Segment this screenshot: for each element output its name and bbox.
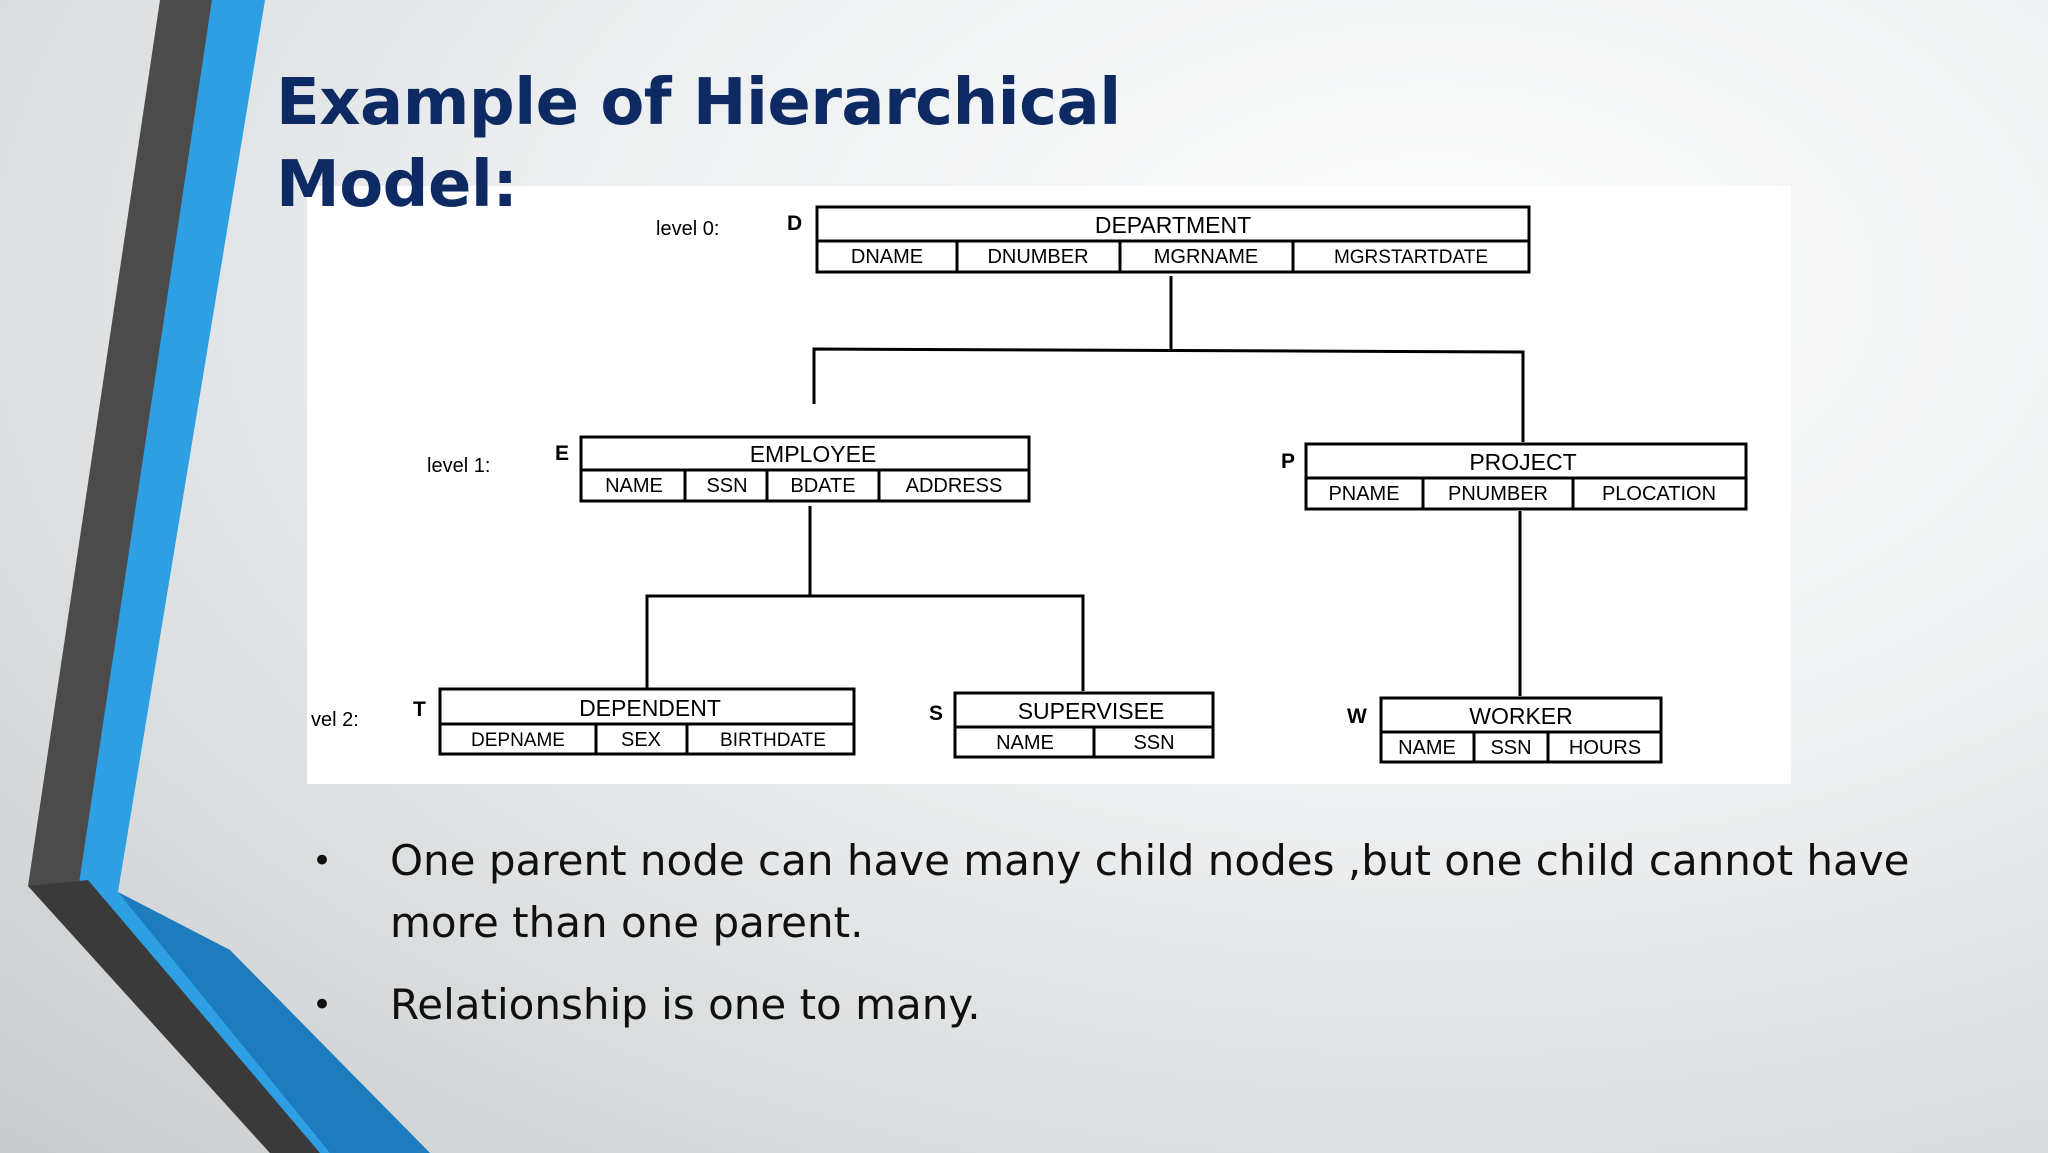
field: PNUMBER [1447, 483, 1549, 505]
field: SSN [1490, 737, 1532, 759]
record-name: DEPENDENT [579, 695, 721, 721]
title-line-1: Example of Hierarchical [276, 66, 1121, 140]
field: SEX [620, 729, 662, 751]
bullet-text: One parent node can have many child nodes ,but one child cannot have more than one parent. [390, 836, 1910, 947]
bullet-dot: • [312, 985, 333, 1025]
record-name: PROJECT [1469, 449, 1577, 475]
record-letter: W [1347, 705, 1367, 728]
field: ADDRESS [905, 475, 1003, 497]
level-1-label: level 1: [427, 455, 491, 477]
field: NAME [1398, 737, 1456, 759]
field: PLOCATION [1601, 483, 1717, 505]
bullet-item [300, 830, 1940, 954]
bullet-dot: • [312, 841, 333, 881]
record-employee [555, 437, 1029, 501]
record-name: WORKER [1469, 703, 1573, 729]
record-project [1281, 444, 1746, 509]
field: DEPNAME [471, 730, 565, 751]
record-worker [1347, 698, 1661, 762]
field: DNAME [850, 246, 924, 268]
record-supervisee [929, 693, 1213, 757]
field: MGRSTARTDATE [1333, 247, 1489, 268]
field: NAME [605, 475, 663, 497]
field: NAME [996, 732, 1054, 754]
level-2-label: vel 2: [311, 709, 359, 731]
bullet-item [300, 974, 1940, 1036]
slide-title [276, 62, 1176, 226]
record-name: SUPERVISEE [1017, 698, 1165, 724]
field: BIRTHDATE [720, 730, 826, 751]
hierarchical-model-diagram [307, 186, 1791, 784]
field: BDATE [790, 475, 856, 497]
record-letter: D [787, 212, 803, 235]
title-line-2: Model: [276, 148, 518, 222]
field: PNAME [1328, 483, 1400, 505]
field: SSN [706, 475, 748, 497]
bullet-text: Relationship is one to many. [390, 980, 981, 1029]
field: HOURS [1568, 737, 1642, 759]
record-letter: T [413, 698, 426, 721]
record-dependent [413, 689, 854, 754]
record-letter: E [555, 442, 570, 465]
bullet-list [300, 830, 1940, 1056]
record-letter: S [929, 702, 944, 725]
record-name: EMPLOYEE [749, 441, 877, 467]
field: MGRNAME [1153, 246, 1259, 268]
field: SSN [1133, 732, 1175, 754]
level-0-label: level 0: [656, 218, 720, 240]
record-letter: P [1281, 450, 1296, 473]
record-name: DEPARTMENT [1094, 212, 1252, 238]
field: DNUMBER [987, 246, 1089, 268]
